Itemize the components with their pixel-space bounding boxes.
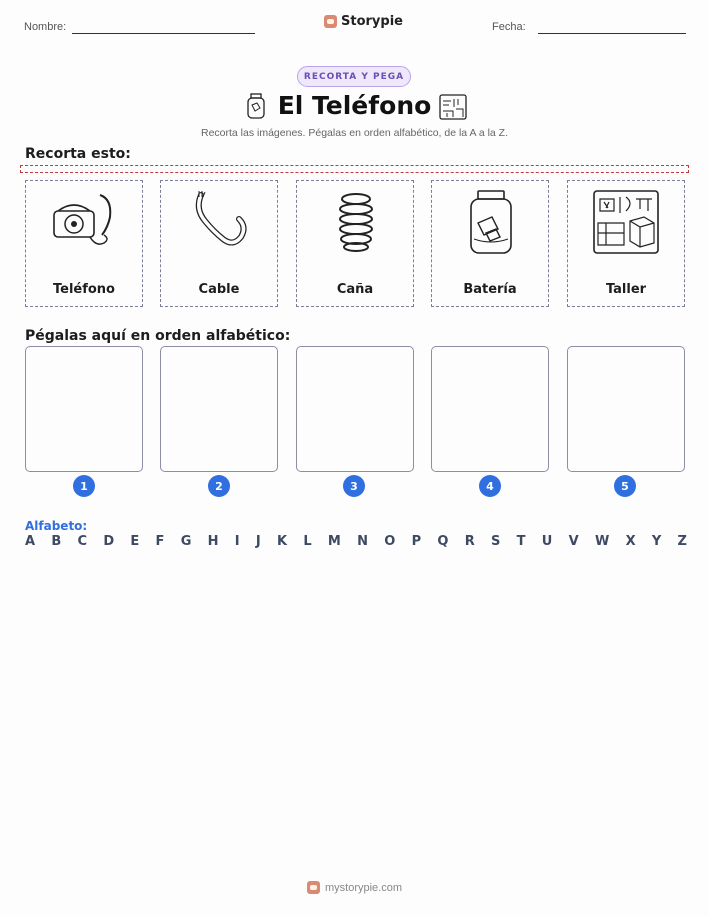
letter: R bbox=[464, 534, 475, 549]
spring-icon bbox=[321, 189, 391, 255]
cut-line bbox=[20, 165, 689, 173]
letter: T bbox=[516, 534, 526, 549]
number-badge-1: 1 bbox=[73, 475, 95, 497]
paste-box-5[interactable] bbox=[567, 346, 685, 472]
cut-card-cana[interactable] bbox=[296, 180, 414, 307]
card-label: Teléfono bbox=[52, 282, 115, 297]
letter: O bbox=[384, 534, 396, 549]
letter: I bbox=[234, 534, 240, 549]
letter: G bbox=[180, 534, 192, 549]
letter: P bbox=[411, 534, 422, 549]
number-badge-3: 3 bbox=[343, 475, 365, 497]
footer-url[interactable]: mystorypie.com bbox=[324, 881, 403, 894]
workshop-title-icon bbox=[438, 93, 468, 121]
battery-jar-icon bbox=[456, 189, 526, 255]
storypie-logo-icon bbox=[324, 15, 337, 28]
cut-card-taller[interactable] bbox=[567, 180, 685, 307]
letter: J bbox=[255, 534, 261, 549]
page-title: El Teléfono bbox=[277, 91, 432, 120]
letter: X bbox=[625, 534, 636, 549]
letter: V bbox=[568, 534, 579, 549]
paste-box-1[interactable] bbox=[25, 346, 143, 472]
brand-logo bbox=[324, 14, 403, 29]
name-label: Nombre: bbox=[24, 21, 67, 33]
telephone-icon bbox=[50, 189, 120, 255]
date-line bbox=[538, 33, 686, 34]
alphabet-row bbox=[25, 534, 687, 549]
brand-text: Storypie bbox=[341, 14, 403, 29]
date-label: Fecha: bbox=[492, 21, 526, 33]
instructions: Recorta las imágenes. Pégalas en orden alfabético, de la A a la Z. bbox=[200, 127, 509, 139]
card-label: Cable bbox=[198, 282, 240, 297]
cut-card-bateria[interactable] bbox=[431, 180, 549, 307]
workshop-icon bbox=[592, 189, 662, 255]
letter: C bbox=[77, 534, 88, 549]
letter: B bbox=[51, 534, 62, 549]
letter: Q bbox=[437, 534, 449, 549]
cut-heading: Recorta esto: bbox=[25, 146, 131, 162]
cut-card-cable[interactable] bbox=[160, 180, 278, 307]
letter: F bbox=[155, 534, 165, 549]
letter: L bbox=[303, 534, 312, 549]
cut-card-telefono[interactable] bbox=[25, 180, 143, 307]
name-line bbox=[72, 33, 255, 34]
letter: S bbox=[491, 534, 501, 549]
card-label: Taller bbox=[605, 282, 647, 297]
letter: M bbox=[327, 534, 341, 549]
paste-box-4[interactable] bbox=[431, 346, 549, 472]
number-badge-4: 4 bbox=[479, 475, 501, 497]
cable-icon bbox=[185, 189, 255, 255]
footer bbox=[0, 881, 709, 894]
letter: E bbox=[130, 534, 140, 549]
letter: H bbox=[207, 534, 219, 549]
letter: Z bbox=[677, 534, 687, 549]
letter: D bbox=[103, 534, 115, 549]
card-label: Caña bbox=[336, 282, 374, 297]
paste-box-2[interactable] bbox=[160, 346, 278, 472]
paste-box-3[interactable] bbox=[296, 346, 414, 472]
letter: Y bbox=[651, 534, 662, 549]
storypie-logo-icon bbox=[307, 881, 320, 894]
letter: A bbox=[25, 534, 36, 549]
letter: K bbox=[277, 534, 288, 549]
paste-heading: Pégalas aquí en orden alfabético: bbox=[25, 328, 291, 344]
card-label: Batería bbox=[463, 282, 517, 297]
letter: N bbox=[357, 534, 369, 549]
letter: W bbox=[594, 534, 610, 549]
number-badge-5: 5 bbox=[614, 475, 636, 497]
number-badge-2: 2 bbox=[208, 475, 230, 497]
letter: U bbox=[541, 534, 553, 549]
activity-badge: RECORTA Y PEGA bbox=[297, 66, 411, 87]
alphabet-label: Alfabeto: bbox=[25, 519, 88, 533]
